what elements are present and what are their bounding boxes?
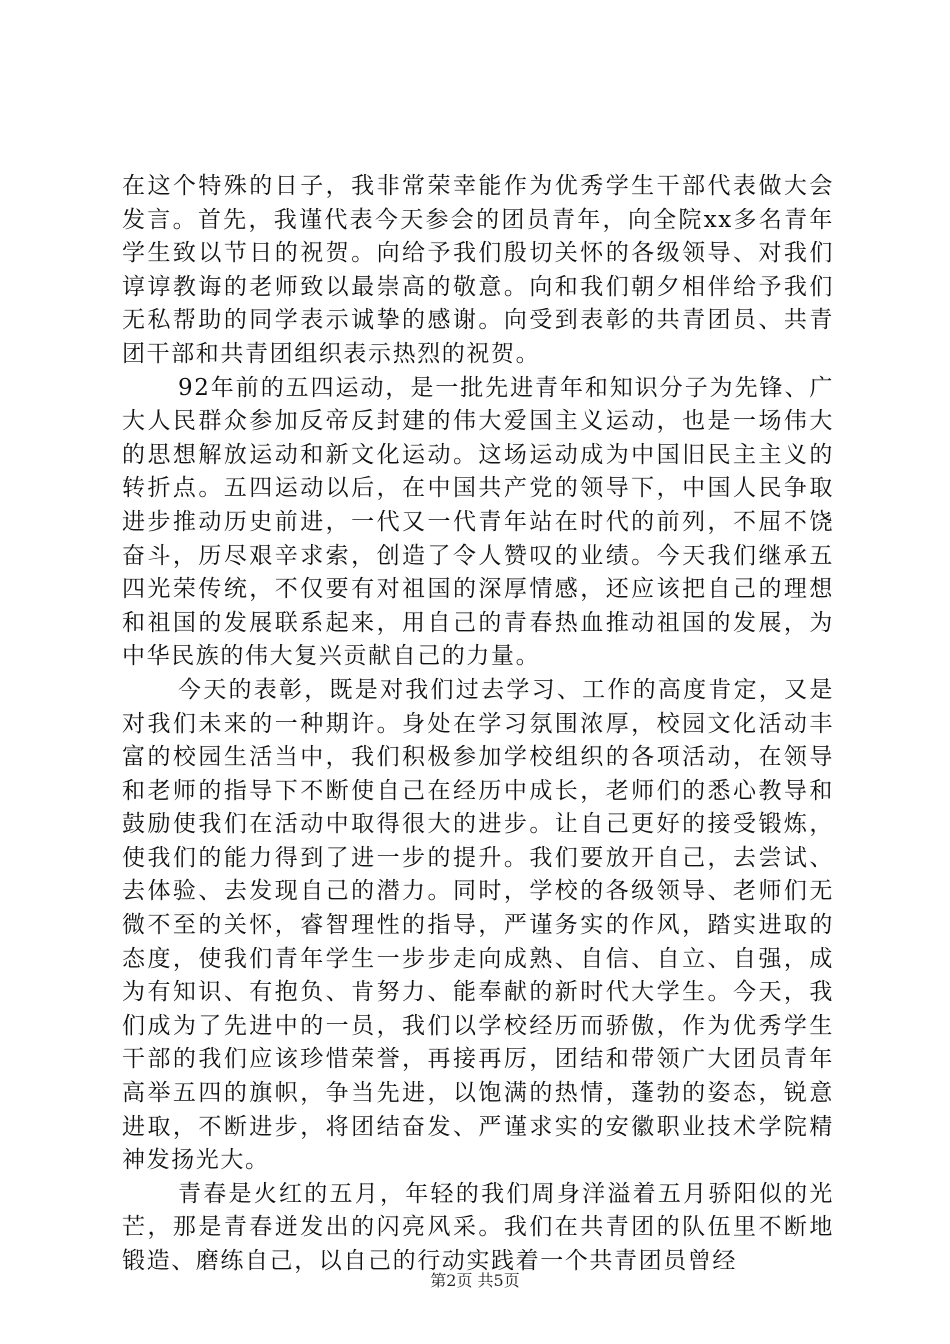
page-number-footer: 第2页 共5页 — [430, 1271, 520, 1290]
paragraph-4: 青春是火红的五月，年轻的我们周身洋溢着五月骄阳似的光芒，那是青春迸发出的闪亮风采。我们在共青团的队伍里不断地锻造、磨练自己，以自己的行动实践着一个共青团员曾经 — [122, 1180, 834, 1274]
paragraph-3: 今天的表彰，既是对我们过去学习、工作的高度肯定，又是对我们未来的一种期许。身处在学习氛围浓厚，校园文化活动丰富的校园生活当中，我们积极参加学校组织的各项活动，在领导和老师的指导下不断使自己在经历中成长，老师们的悉心教导和鼓励使我们在活动中取得很大的进步。让自己更好的接受锻炼，使我们的能力得到了进一步的提升。我们要放开自己，去尝试、去体验、去发现自己的潜力。同时，学校的各级领导、老师们无微不至的关怀，睿智理性的指导，严谨务实的作风，踏实进取的态度，使我们青年学生一步步走向成熟、自信、自立、自强，成为有知识、有抱负、肯努力、能奉献的新时代大学生。今天，我们成为了先进中的一员，我们以学校经历而骄傲，作为优秀学生干部的我们应该珍惜荣誉，再接再厉，团结和带领广大团员青年高举五四的旗帜，争当先进，以饱满的热情，蓬勃的姿态，锐意进取，不断进步，将团结奋发、严谨求实的安徽职业技术学院精神发扬光大。 — [122, 676, 834, 1174]
document-body — [122, 170, 834, 1279]
paragraph-2: 92年前的五四运动，是一批先进青年和知识分子为先锋、广大人民群众参加反帝反封建的伟大爱国主义运动，也是一场伟大的思想解放运动和新文化运动。这场运动成为中国旧民主主义的转折点。五四运动以后，在中国共产党的领导下，中国人民争取进步推动历史前进，一代又一代青年站在时代的前列，不屈不饶奋斗，历尽艰辛求索，创造了令人赞叹的业绩。今天我们继承五四光荣传统，不仅要有对祖国的深厚情感，还应该把自己的理想和祖国的发展联系起来，用自己的青春热血推动祖国的发展，为中华民族的伟大复兴贡献自己的力量。 — [122, 374, 834, 670]
paragraph-1: 在这个特殊的日子，我非常荣幸能作为优秀学生干部代表做大会发言。首先，我谨代表今天参会的团员青年，向全院xx多名青年学生致以节日的祝贺。向给予我们殷切关怀的各级领导、对我们谆谆教诲的老师致以最崇高的敬意。向和我们朝夕相伴给予我们无私帮助的同学表示诚挚的感谢。向受到表彰的共青团员、共青团干部和共青团组织表示热烈的祝贺。 — [122, 173, 834, 367]
